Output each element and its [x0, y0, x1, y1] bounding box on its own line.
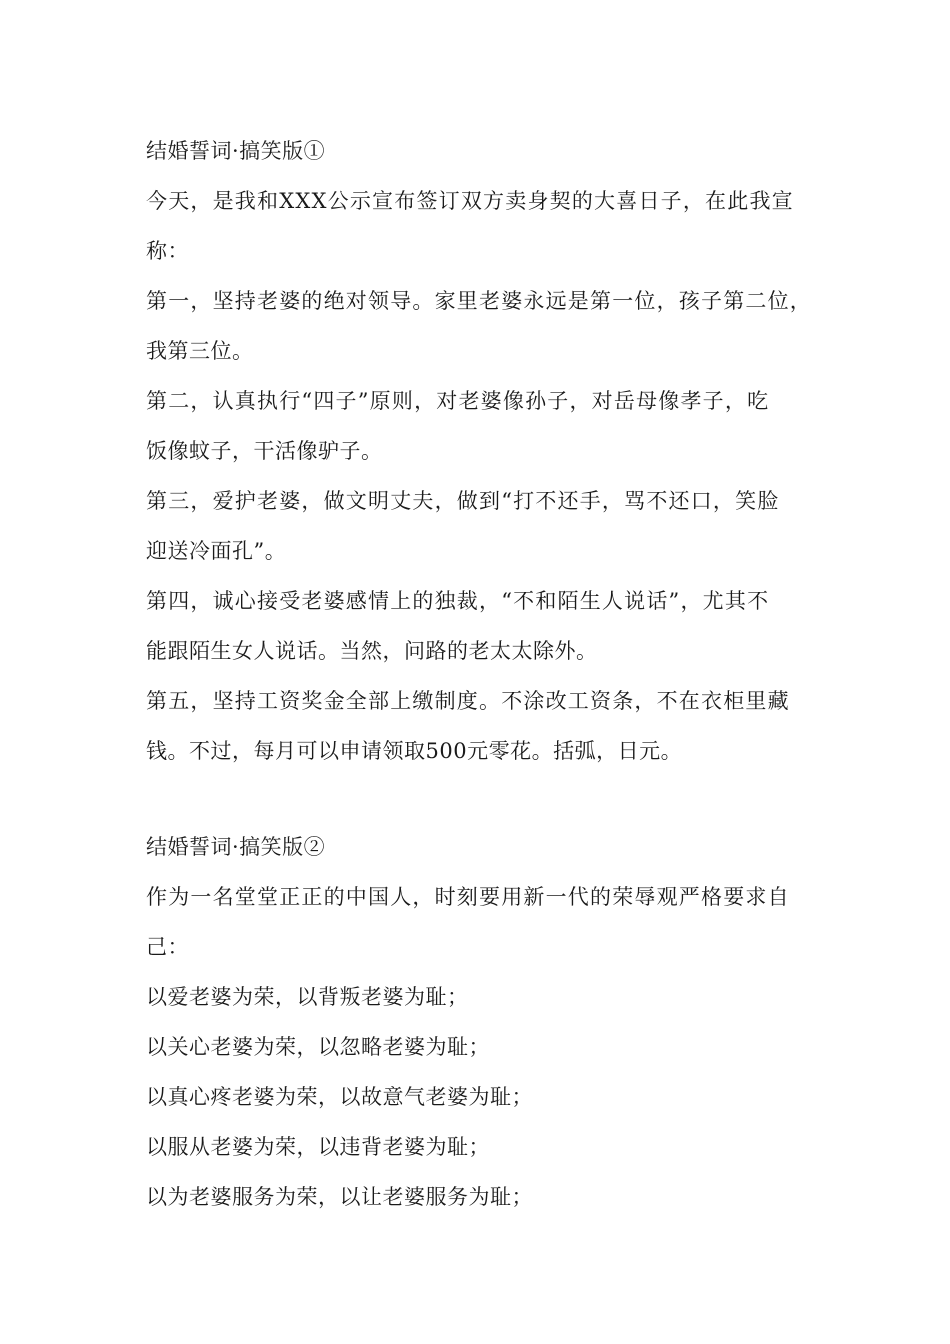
vow-1-line-2: 我第三位。 — [146, 339, 254, 363]
section-2-intro-line-1: 作为一名堂堂正正的中国人，时刻要用新一代的荣辱观严格要求自 — [146, 885, 790, 909]
section-1-intro-line-2: 称： — [146, 239, 189, 263]
vow-5-line-1: 第五，坚持工资奖金全部上缴制度。不涂改工资条，不在衣柜里藏 — [146, 689, 790, 713]
vow-1-line-1: 第一，坚持老婆的绝对领导。家里老婆永远是第一位，孩子第二位， — [146, 289, 812, 313]
vow-2-line-2: 饭像蚊子，干活像驴子。 — [146, 439, 383, 463]
section-2-title: 结婚誓词·搞笑版② — [146, 835, 326, 859]
vow-2-line-1: 第二，认真执行“四子”原则，对老婆像孙子，对岳母像孝子，吃 — [146, 389, 770, 413]
vow-3-line-2: 迎送冷面孔”。 — [146, 539, 287, 563]
section-2-intro-line-2: 己： — [146, 935, 189, 959]
honor-line-5: 以为老婆服务为荣，以让老婆服务为耻； — [146, 1185, 533, 1209]
vow-4-line-2: 能跟陌生女人说话。当然，问路的老太太除外。 — [146, 639, 598, 663]
vow-5-line-2: 钱。不过，每月可以申请领取500元零花。括弧，日元。 — [146, 739, 683, 763]
vow-4-line-1: 第四，诚心接受老婆感情上的独裁，“不和陌生人说话”，尤其不 — [146, 589, 770, 613]
honor-line-3: 以真心疼老婆为荣，以故意气老婆为耻； — [146, 1085, 533, 1109]
honor-line-2: 以关心老婆为荣，以忽略老婆为耻； — [146, 1035, 490, 1059]
vow-3-line-1: 第三，爱护老婆，做文明丈夫，做到“打不还手，骂不还口，笑脸 — [146, 489, 780, 513]
section-1-title: 结婚誓词·搞笑版① — [146, 139, 326, 163]
honor-line-1: 以爱老婆为荣，以背叛老婆为耻； — [146, 985, 469, 1009]
section-1-intro-line-1: 今天，是我和XXX公示宣布签订双方卖身契的大喜日子，在此我宣 — [146, 189, 794, 213]
honor-line-4: 以服从老婆为荣，以违背老婆为耻； — [146, 1135, 490, 1159]
